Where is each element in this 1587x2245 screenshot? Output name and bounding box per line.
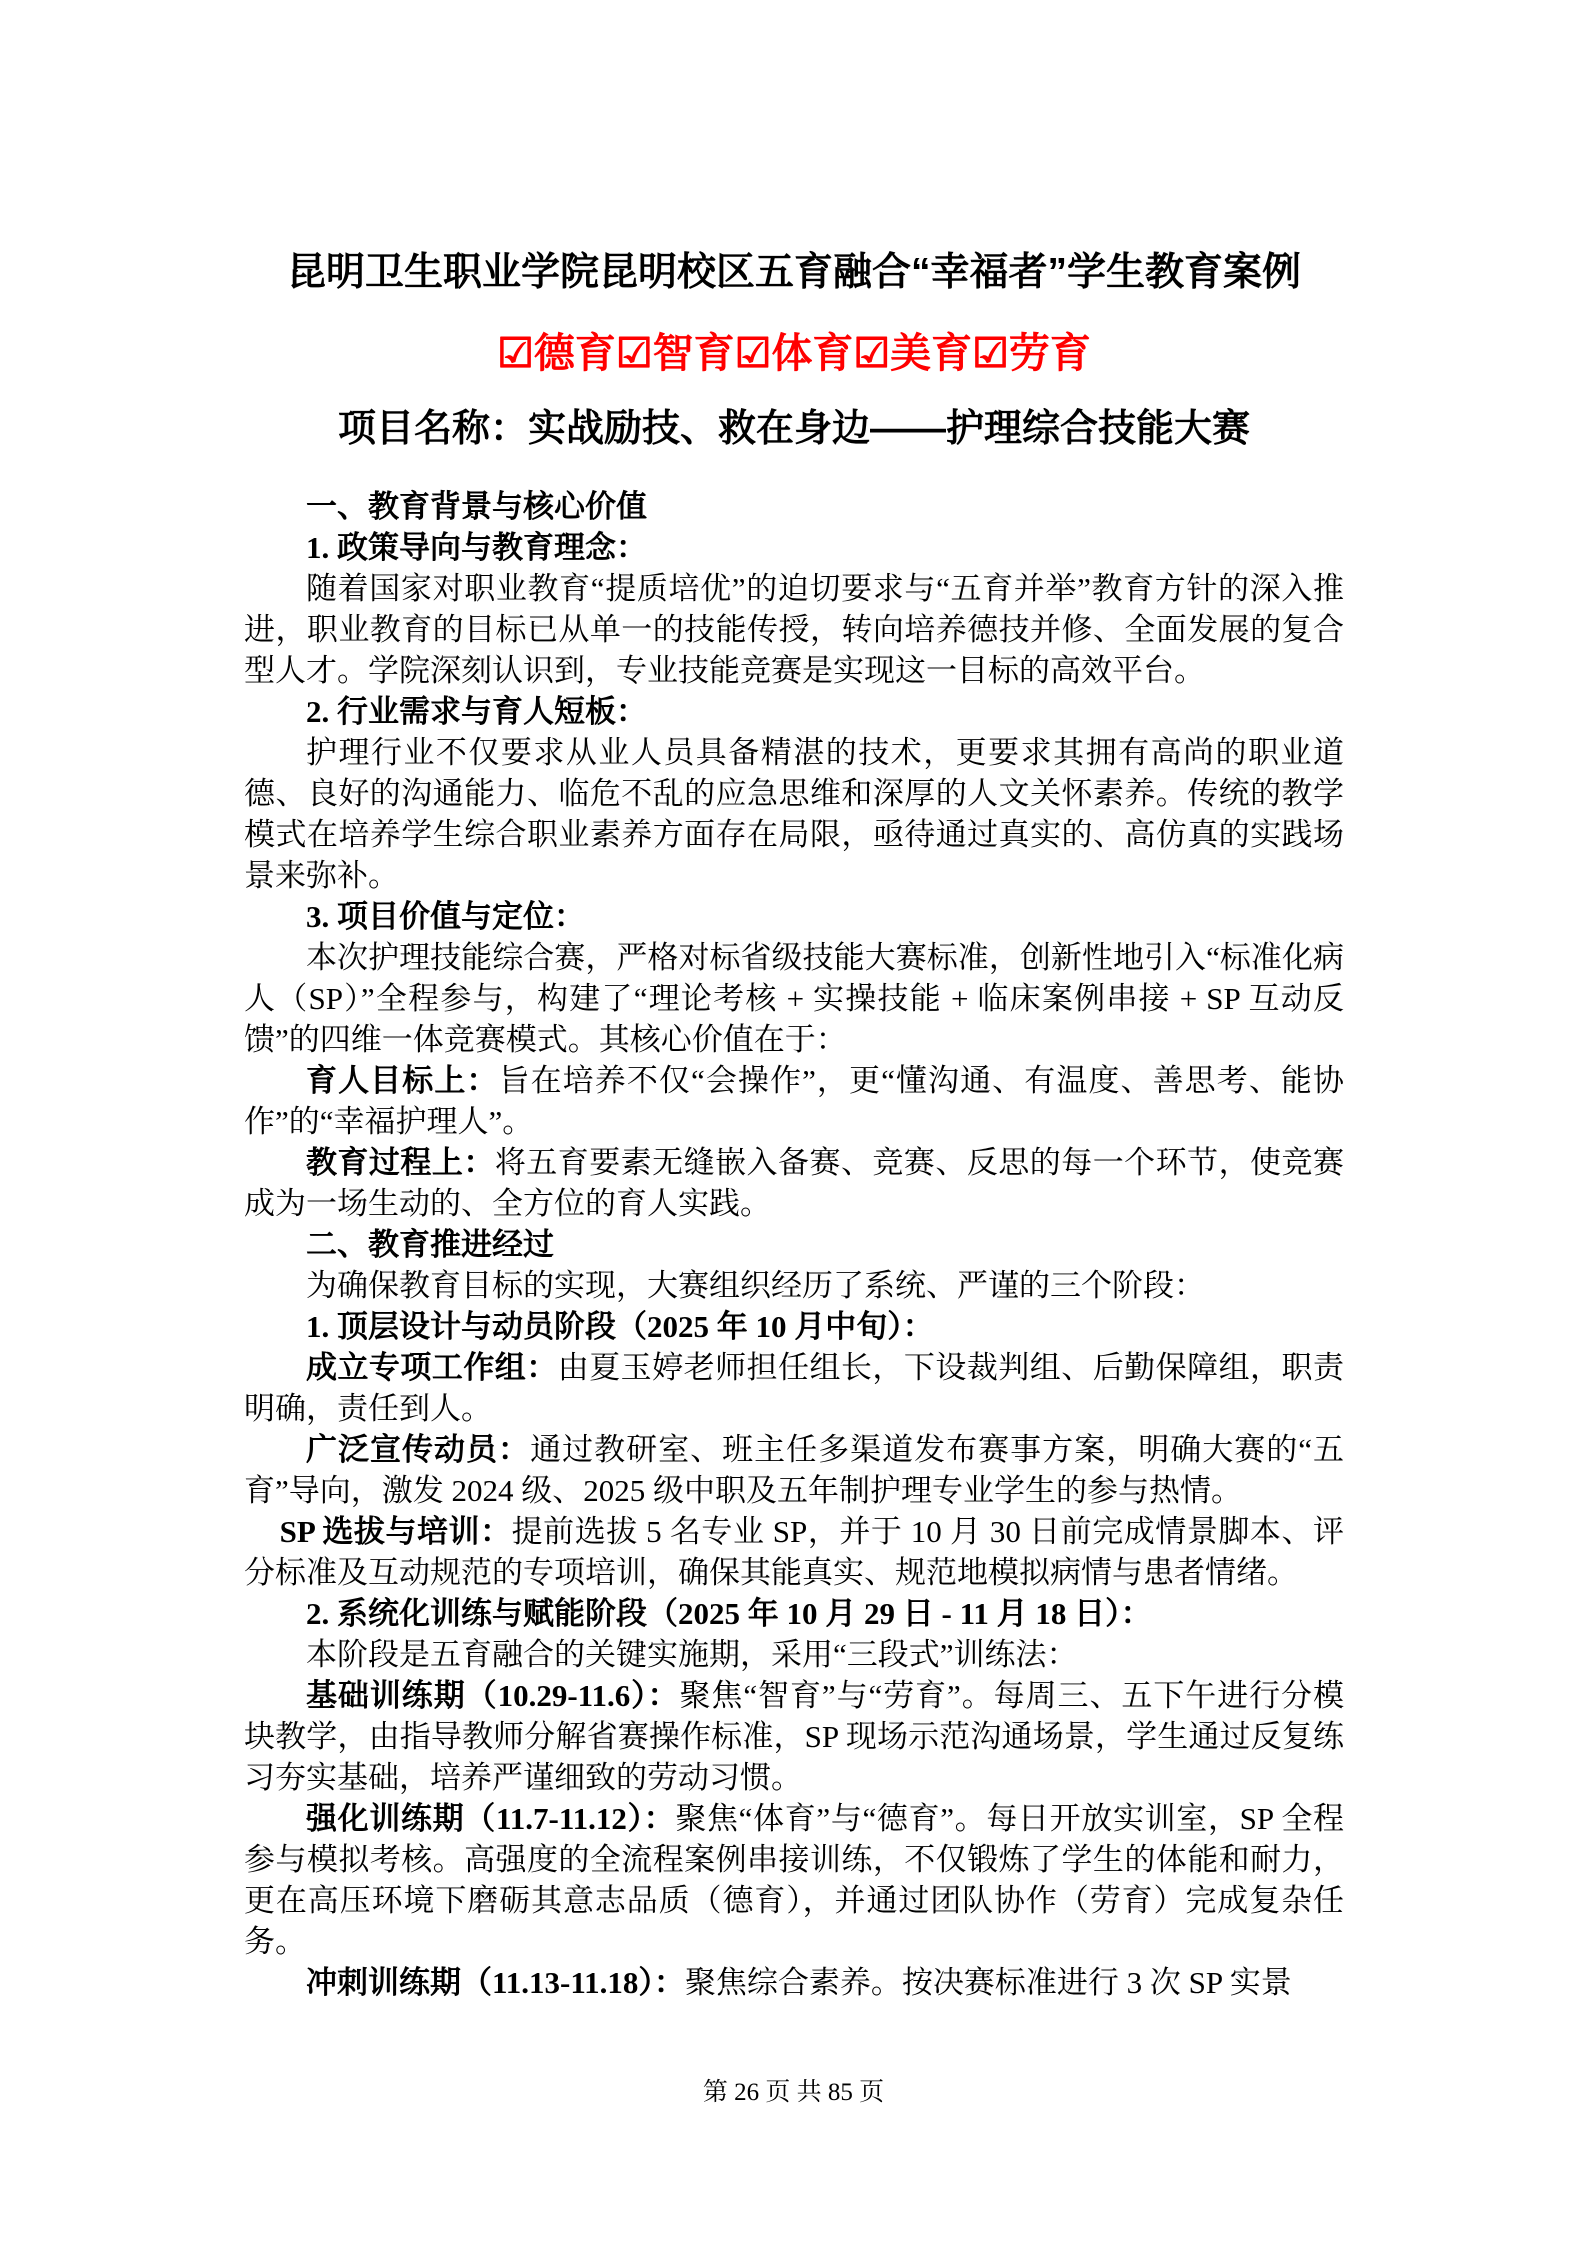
sub-heading: 1. 政策导向与教育理念： [306, 530, 647, 565]
paragraph-text: 提前选拔 5 名专业 SP，并于 10 月 30 日前完成情景脚本、评分标准及互动规范的专项培训，确保其能真实、规范地模拟病情与患者情绪。 [244, 1514, 1344, 1590]
paragraph-text: 通过教研室、班主任多渠道发布赛事方案，明确大赛的“五育”导向，激发 2024 级、2025 级中职及五年制护理专业学生的参与热情。 [244, 1432, 1345, 1508]
section-heading: 一、教育背景与核心价值 [306, 489, 647, 524]
paragraph-lead: 成立专项工作组： [306, 1350, 558, 1385]
paragraph-lead: 基础训练期（10.29-11.6）： [306, 1678, 680, 1713]
paragraph: 本阶段是五育融合的关键实施期，采用“三段式”训练法： [306, 1637, 1078, 1672]
paragraph-text: 将五育要素无缝嵌入备赛、竞赛、反思的每一个环节，使竞赛成为一场生动的、全方位的育人实践。 [244, 1145, 1344, 1221]
paragraph [244, 1142, 1344, 1224]
sub-heading: 2. 系统化训练与赋能阶段（2025 年 10 月 29 日 - 11 月 18 日）： [306, 1596, 1152, 1631]
paragraph [244, 1675, 1344, 1798]
paragraph-text: 聚焦综合素养。按决赛标准进行 3 次 SP 实景 [684, 1965, 1292, 2000]
document-title: 昆明卫生职业学院昆明校区五育融合“幸福者”学生教育案例 [286, 251, 1301, 294]
sub-heading: 3. 项目价值与定位： [306, 899, 585, 934]
document-content [244, 0, 1344, 2003]
paragraph-lead: 强化训练期（11.7-11.12）： [306, 1801, 676, 1836]
paragraph-lead: 广泛宣传动员： [306, 1432, 531, 1467]
paragraph: 为确保教育目标的实现，大赛组织经历了系统、严谨的三个阶段： [306, 1268, 1205, 1303]
paragraph [244, 1511, 1344, 1593]
document-body [244, 486, 1344, 2003]
paragraph-lead: 育人目标上： [306, 1063, 499, 1098]
paragraph-text: 由夏玉婷老师担任组长，下设裁判组、后勤保障组，职责明确，责任到人。 [244, 1350, 1344, 1426]
sub-heading: 1. 顶层设计与动员阶段（2025 年 10 月中旬）： [306, 1309, 934, 1344]
paragraph [244, 1962, 1344, 2003]
paragraph-text: 聚焦“智育”与“劳育”。每周三、五下午进行分模块教学，由指导教师分解省赛操作标准，SP 现场示范沟通场景，学生通过反复练习夯实基础，培养严谨细致的劳动习惯。 [244, 1678, 1344, 1795]
paragraph [244, 1347, 1344, 1429]
five-education-checklist: ☑德育☑智育☑体育☑美育☑劳育 [497, 330, 1091, 376]
paragraph: 随着国家对职业教育“提质培优”的迫切要求与“五育并举”教育方针的深入推进，职业教育的目标已从单一的技能传授，转向培养德技并修、全面发展的复合型人才。学院深刻认识到，专业技能竞赛是实现这一目标的高效平台。 [244, 571, 1344, 688]
paragraph-lead: SP 选拔与培训： [279, 1514, 512, 1549]
sub-heading: 2. 行业需求与育人短板： [306, 694, 647, 729]
paragraph-text: 旨在培养不仅“会操作”，更“懂沟通、有温度、善思考、能协作”的“幸福护理人”。 [244, 1063, 1344, 1139]
paragraph-lead: 教育过程上： [306, 1145, 495, 1180]
section-heading: 二、教育推进经过 [306, 1227, 554, 1262]
paragraph: 护理行业不仅要求从业人员具备精湛的技术，更要求其拥有高尚的职业道德、良好的沟通能力、临危不乱的应急思维和深厚的人文关怀素养。传统的教学模式在培养学生综合职业素养方面存在局限，亟待通过真实的、高仿真的实践场景来弥补。 [244, 735, 1344, 893]
paragraph-lead: 冲刺训练期（11.13-11.18）： [306, 1965, 685, 2000]
paragraph [244, 1429, 1344, 1511]
project-title: 项目名称：实战励技、救在身边——护理综合技能大赛 [337, 408, 1250, 450]
paragraph [244, 1798, 1344, 1962]
paragraph [244, 1060, 1344, 1142]
page-number: 第 26 页 共 85 页 [702, 2079, 885, 2106]
paragraph: 本次护理技能综合赛，严格对标省级技能大赛标准，创新性地引入“标准化病人（SP）”全程参与，构建了“理论考核 + 实操技能 + 临床案例串接 + SP 互动反馈”的四维一体竞赛模式。其核心价值在于： [244, 940, 1344, 1057]
paragraph-text: 聚焦“体育”与“德育”。每日开放实训室，SP 全程参与模拟考核。高强度的全流程案例串接训练，不仅锻炼了学生的体能和耐力，更在高压环境下磨砺其意志品质（德育），并通过团队协作（劳育）完成复杂任务。 [244, 1801, 1345, 1959]
